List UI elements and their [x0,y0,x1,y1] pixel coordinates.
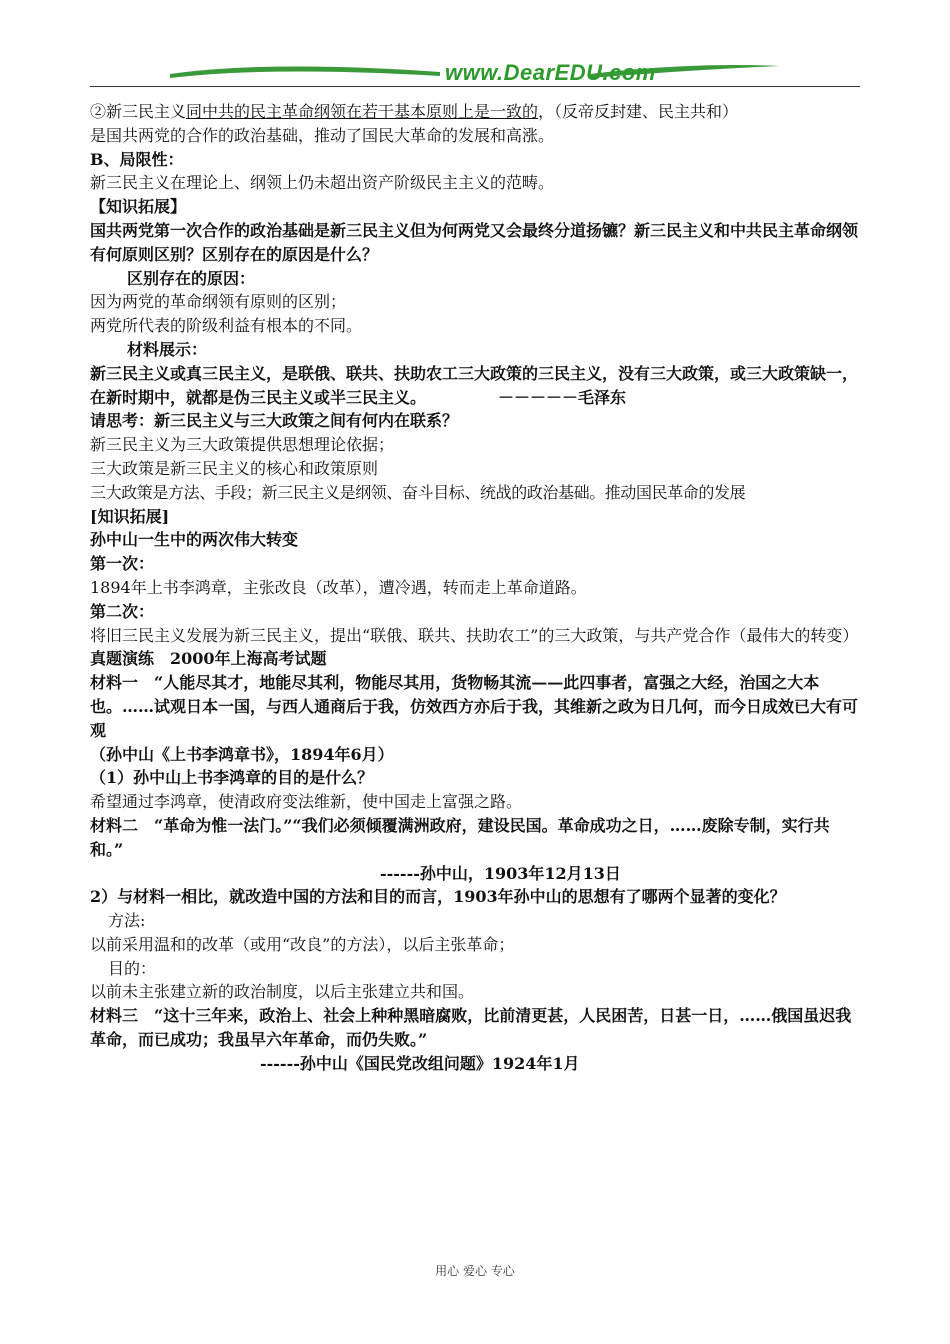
subheading: 区别存在的原因： [127,268,256,288]
quote-paragraph: 新三民主义或真三民主义，是联俄、联共、扶助农工三大政策的三民主义，没有三大政策，或三大政策缺一，在新时期中，就都是伪三民主义或半三民主义。 －－－－－毛泽东 [90,363,859,407]
paragraph [90,100,862,124]
answer: 以前采用温和的改革（或用“改良”的方法），以后主张革命； [90,934,515,954]
question: （1）孙中山上书李鸿章的目的是什么？ [90,768,374,788]
text-span: ②新三民主义 [90,102,187,121]
document-body [90,100,862,1076]
answer: 以前未主张建立新的政治制度，以后主张建立共和国。 [90,982,475,1002]
paragraph: 新三民主义为三大政策提供思想理论依据； [90,435,395,455]
material-paragraph: 材料二 “革命为惟一法门。”“我们必须倾覆满洲政府，建设民国。革命成功之日，……废除专制，实行共和。” [90,815,830,859]
material-paragraph: 材料三 “这十三年来，政治上、社会上种种黑暗腐败，比前清更甚，人民困苦，日甚一日，……俄国虽迟我革命，而已成功；我虽早六年革命，而仍失败。” [90,1006,852,1050]
section-heading: B、局限性： [90,149,184,169]
answer-label: 目的： [108,958,157,978]
question: 2）与材料一相比，就改造中国的方法和目的而言，1903年孙中山的思想有了哪两个显著的变化？ [90,887,786,907]
header-rule [90,86,860,87]
citation: （孙中山《上书李鸿章书》，1894年6月） [90,744,394,764]
paragraph: 将旧三民主义发展为新三民主义，提出“联俄、联共、扶助农工”的三大政策，与共产党合作（最伟大的转变） [90,625,859,645]
answer: 希望通过李鸿章，使清政府变法维新，使中国走上富强之路。 [90,792,523,812]
answer-label: 方法: [108,911,146,931]
subheading: 第一次： [90,554,155,574]
material-paragraph: 材料一 “人能尽其才，地能尽其利，物能尽其用，货物畅其流——此四事者，富强之大经，治国之大本也。……试观日本一国，与西人通商后于我，仿效西方亦后于我，其维新之政为日几何，而今日成效已大有可观 [90,673,859,740]
paragraph: 两党所代表的阶级利益有根本的不同。 [90,316,363,336]
site-logo-text: www.DearEDU.com [445,60,656,85]
question-heading: 请思考：新三民主义与三大政策之间有何内在联系？ [90,411,459,431]
subheading: 第二次： [90,601,155,621]
section-heading: 孙中山一生中的两次伟大转变 [90,530,299,550]
citation: ------孙中山，1903年12月13日 [380,863,621,883]
citation: ------孙中山《国民党改组问题》1924年1月 [260,1053,580,1073]
underlined-text: 同中共的民主革命纲领在若干基本原则上是一致的 [186,102,539,121]
paragraph: 因为两党的革命纲领有原则的区别； [90,292,347,312]
page-footer: 用心 爱心 专心 [435,1264,515,1278]
paragraph: 三大政策是新三民主义的核心和政策原则 [90,458,379,478]
paragraph: 是国共两党的合作的政治基础，推动了国民大革命的发展和高涨。 [90,125,555,145]
paragraph: 新三民主义在理论上、纲领上仍未超出资产阶级民主主义的范畴。 [90,173,555,193]
section-heading: [知识拓展] [90,506,170,526]
exercise-heading: 真题演练 2000年上海高考试题 [90,649,327,669]
subheading: 材料展示： [127,339,208,359]
text-span: ，（反帝反封建、民主共和） [538,102,739,121]
question-paragraph: 国共两党第一次合作的政治基础是新三民主义但为何两党又会最终分道扬镳？新三民主义和中共民主革命纲领有何原则区别？区别存在的原因是什么？ [90,220,859,264]
paragraph: 1894年上书李鸿章，主张改良（改革），遭冷遇，转而走上革命道路。 [90,577,587,597]
section-heading: 【知识拓展】 [90,197,187,217]
paragraph: 三大政策是方法、手段；新三民主义是纲领、奋斗目标、统战的政治基础。推动国民革命的发展 [90,482,746,502]
